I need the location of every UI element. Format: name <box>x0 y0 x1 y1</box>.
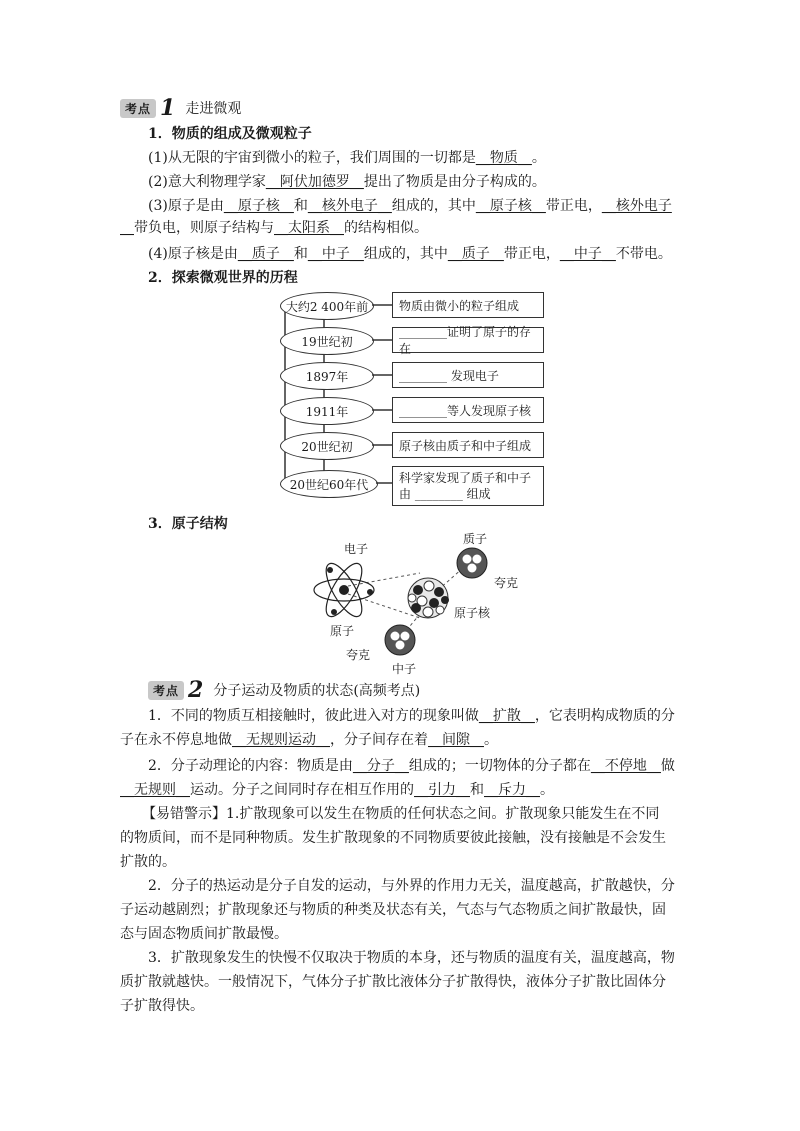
warning-label: 【易错警示】 <box>142 806 226 822</box>
label-nucleus: 原子核 <box>454 606 491 620</box>
text: 组成的，其中 <box>391 198 476 214</box>
fill-blank: __质子__ <box>237 246 294 262</box>
fill-blank: __质子__ <box>447 246 504 262</box>
timeline-node <box>280 292 374 320</box>
paragraph-line <box>148 148 546 168</box>
paragraph-line: 态与固态物质间扩散最慢。 <box>120 926 288 942</box>
timeline-event <box>392 466 544 506</box>
fill-blank: __分子__ <box>352 758 409 774</box>
text: 和 <box>293 198 308 214</box>
label-atom: 原子 <box>330 624 355 638</box>
timeline-time: 1897年 <box>305 369 349 384</box>
text: 带正电， <box>545 198 602 214</box>
text: 。 <box>540 782 554 798</box>
timeline-node <box>280 470 378 498</box>
label-quark: 夸克 <box>346 648 371 662</box>
text: 不带电。 <box>615 246 672 262</box>
paragraph-line <box>120 218 428 238</box>
event-text: 原子核由质子和中子组成 <box>399 438 532 453</box>
event-text: ________证明了原子的存在 <box>399 325 532 356</box>
neutron-icon <box>385 625 415 655</box>
subheading-2: 2．探索微观世界的历程 <box>148 270 298 286</box>
fill-blank: __引力__ <box>414 782 470 798</box>
text: 做 <box>660 758 675 774</box>
fill-blank: __间隙__ <box>428 732 484 748</box>
connector <box>372 444 392 446</box>
text: 运动。分子之间同时存在相互作用的 <box>190 782 414 798</box>
paragraph-line: 扩散的。 <box>120 854 176 870</box>
text: 1．不同的物质互相接触时，彼此进入对方的现象叫做 <box>148 708 479 724</box>
timeline-event <box>392 397 544 423</box>
connector <box>376 482 392 484</box>
text: 子在永不停息地做 <box>120 732 232 748</box>
text: 。 <box>531 150 546 166</box>
connector <box>372 409 392 411</box>
timeline-event <box>392 292 544 318</box>
fill-blank: __原子核__ <box>223 198 294 214</box>
fill-blank: __无规则运动__ <box>232 732 330 748</box>
section-1-header <box>120 95 242 121</box>
text: 组成的；一切物体的分子都在 <box>408 758 591 774</box>
label-electron: 电子 <box>344 542 369 556</box>
text: 带负电，则原子结构与 <box>134 220 274 236</box>
label-quark: 夸克 <box>494 576 519 590</box>
connector <box>372 304 392 306</box>
text: 2．分子动理论的内容：物质是由 <box>148 758 353 774</box>
paragraph-line <box>148 172 546 192</box>
timeline-event <box>392 432 544 458</box>
text: (3)原子是由 <box>148 198 224 214</box>
timeline-time: 20世纪初 <box>301 439 353 454</box>
fill-blank: __斥力__ <box>484 782 540 798</box>
proton-icon <box>457 548 487 578</box>
fill-blank: __ <box>120 220 134 236</box>
paragraph-line <box>148 196 672 216</box>
text: ，它表明构成物质的分 <box>534 708 675 724</box>
timeline-time: 20世纪60年代 <box>289 477 369 492</box>
paragraph-line: 3．扩散现象发生的快慢不仅取决于物质的本身，还与物质的温度有关，温度越高，物 <box>148 950 675 966</box>
fill-blank: __中子__ <box>307 246 364 262</box>
connector <box>372 339 392 341</box>
label-neutron: 中子 <box>392 662 417 676</box>
text: (4)原子核是由 <box>148 246 238 262</box>
section-number: 1 <box>160 95 176 121</box>
timeline-time: 大约2 400年前 <box>285 299 369 314</box>
fill-blank: __中子__ <box>559 246 616 262</box>
paragraph-line: 子扩散得快。 <box>120 998 204 1014</box>
warning-line <box>142 804 659 824</box>
event-text: ________ 发现电子 <box>399 368 499 383</box>
paragraph-line <box>120 780 554 800</box>
paragraph-line <box>148 244 672 264</box>
paragraph-line: 质扩散就越快。一般情况下，气体分子扩散比液体分子扩散得快，液体分子扩散比固体分 <box>120 974 666 990</box>
fill-blank: __扩散__ <box>478 708 535 724</box>
fill-blank: __太阳系__ <box>274 220 344 236</box>
text: 组成的，其中 <box>363 246 448 262</box>
timeline-time: 19世纪初 <box>301 334 353 349</box>
paragraph-line: 的物质间，而不是同种物质。发生扩散现象的不同物质要彼此接触，没有接触是不会发生 <box>120 830 666 846</box>
fill-blank: __核外电子 <box>601 198 672 214</box>
fill-blank: __不停地__ <box>590 758 661 774</box>
text: 和 <box>293 246 308 262</box>
paragraph-line: 子运动越剧烈；扩散现象还与物质的种类及状态有关，气态与气态物质之间扩散最快，固 <box>120 902 666 918</box>
section-tag: 考点 <box>148 681 184 700</box>
text: (2)意大利物理学家 <box>148 174 266 190</box>
nucleus-icon <box>408 578 449 618</box>
atom-icon <box>314 559 374 622</box>
event-text: 科学家发现了质子和中子由 ________ 组成 <box>399 471 532 501</box>
label-proton: 质子 <box>463 532 488 546</box>
paragraph-line <box>148 756 675 776</box>
timeline-node <box>280 432 374 460</box>
fill-blank: __原子核__ <box>475 198 546 214</box>
atom-illustration <box>300 528 530 678</box>
event-text: ________等人发现原子核 <box>399 403 532 418</box>
fill-blank: __无规则__ <box>120 782 190 798</box>
timeline-node <box>280 327 374 355</box>
text: 。 <box>484 732 498 748</box>
section-tag: 考点 <box>120 99 156 118</box>
subheading-3: 3．原子结构 <box>148 516 228 532</box>
text: ，分子间存在着 <box>330 732 428 748</box>
timeline-node <box>280 362 374 390</box>
timeline-event <box>392 362 544 388</box>
timeline-event <box>392 325 544 356</box>
paragraph-line <box>120 730 498 750</box>
text: 带正电， <box>503 246 560 262</box>
fill-blank: __核外电子__ <box>307 198 392 214</box>
section-2-header <box>148 677 421 703</box>
timeline-time: 1911年 <box>305 404 349 419</box>
fill-blank: __物质__ <box>475 150 532 166</box>
connector <box>372 374 392 376</box>
text: 提出了物质是由分子构成的。 <box>363 174 546 190</box>
section-number: 2 <box>188 677 204 703</box>
subheading-1: 1．物质的组成及微观粒子 <box>148 126 312 142</box>
paragraph-line <box>148 706 675 726</box>
text: 的结构相似。 <box>344 220 428 236</box>
section-title: 走进微观 <box>185 101 242 117</box>
fill-blank: __阿伏加德罗__ <box>265 174 364 190</box>
text: (1)从无限的宇宙到微小的粒子，我们周围的一切都是 <box>148 150 476 166</box>
paragraph-line: 2．分子的热运动是分子自发的运动，与外界的作用力无关，温度越高，扩散越快，分 <box>148 878 675 894</box>
text: 和 <box>470 782 484 798</box>
text: 1.扩散现象可以发生在物质的任何状态之间。扩散现象只能发生在不同 <box>226 806 660 822</box>
event-text: 物质由微小的粒子组成 <box>399 298 520 313</box>
section-title: 分子运动及物质的状态(高频考点) <box>213 683 421 699</box>
timeline-node <box>280 397 374 425</box>
